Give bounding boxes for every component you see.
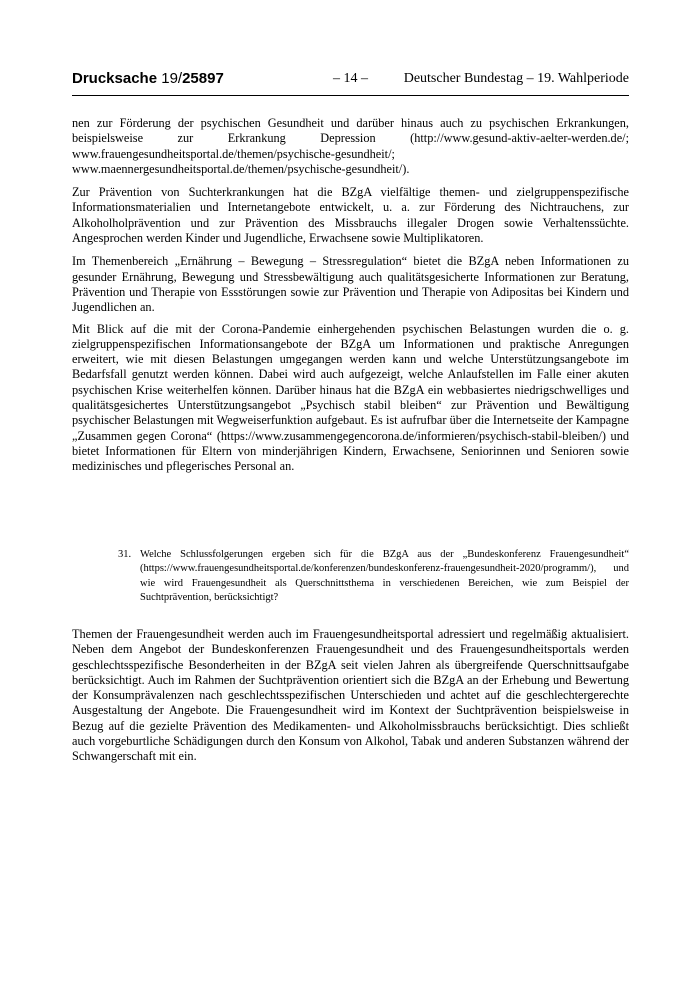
question-text: Welche Schlussfolgerungen ergeben sich für die BZgA aus der „Bundeskonferenz Frauengesundheit“ (https://www.frauengesundheitsportal.de/konferenzen/bundeskonferenz-frauengesundheit-2020/programm/), und wie wird Frauengesundheit als Querschnittsthema in verschiedenen Bereichen, wie zum Beispiel der Suchtprävention, berücksichtigt? bbox=[140, 549, 629, 603]
answer-paragraph: Themen der Frauengesundheit werden auch im Frauengesundheitsportal adressiert und regelmäßig aktualisiert. Neben dem Angebot der Bundeskonferenzen Frauengesundheit und des Frauengesundheitsportals werden geschlechtsspezifische Besonderheiten in der BZgA seit vielen Jahren als übergreifende Querschnittsaufgabe berücksichtigt. Auch im Rahmen der Suchtprävention orientiert sich die BZgA an der Erhebung und Bewertung der Konsumprävalenzen nach geschlechtsspezifischen Unterschieden und achtet auf die geschlechtergerechte Ausgestaltung der Angebote. Die Frauengesundheit wird im Kontext der Suchtprävention beispielsweise in Bezug auf die gezielte Prävention des Medikamenten- und Alkoholmissbrauchs berücksichtigt. Dies schließt auch vorgeburtliche Schädigungen durch den Konsum von Alkohol, Tabak und anderen Substanzen während der Schwangerschaft mit ein. bbox=[72, 627, 629, 764]
answer-block bbox=[72, 627, 629, 765]
publisher-label: Deutscher Bundestag – 19. Wahlperiode bbox=[403, 71, 629, 86]
header-divider bbox=[72, 95, 629, 96]
question-block bbox=[118, 548, 629, 605]
question-number: 31. bbox=[118, 549, 132, 560]
page-number: – 14 – bbox=[333, 71, 368, 86]
body-text bbox=[72, 116, 629, 483]
paragraph: Im Themenbereich „Ernährung – Bewegung – Stressregulation“ bietet die BZgA neben Informationen zu gesunder Ernährung, Bewegung und Stressbewältigung auch qualitätsgesicherte Informationen zur Beratung, Prävention und Therapie von Essstörungen sowie zur Prävention und Therapie von Adipositas bei Kindern und Jugendlichen an. bbox=[72, 254, 629, 315]
document-id: Drucksache 19/25897 bbox=[72, 70, 224, 87]
page-header bbox=[72, 70, 629, 92]
paragraph: nen zur Förderung der psychischen Gesundheit und darüber hinaus auch zu psychischen Erkrankungen, beispielsweise zur Erkrankung Depression (http://www.gesund-aktiv-aelter-werden.de/; www.frauengesundheitsportal.de/themen/psychische-gesundheit/; www.maennergesundheitsportal.de/themen/psychische-gesundheit/). bbox=[72, 116, 629, 176]
paragraph: Zur Prävention von Suchterkrankungen hat die BZgA vielfältige themen- und zielgruppenspezifische Informationsmaterialien und Internetangebote entwickelt, u. a. zur Förderung des Nichtrauchens, zur Alkoholholprävention und zur Prävention des Missbrauchs illegaler Drogen sowie Verhaltenssüchte. Angesprochen werden Kinder und Jugendliche, Erwachsene sowie Multiplikatoren. bbox=[72, 185, 629, 246]
paragraph: Mit Blick auf die mit der Corona-Pandemie einhergehenden psychischen Belastungen wurden die o. g. zielgruppenspezifischen Informationsangebote der BZgA um Informationen und praktische Anregungen erweitert, wie mit diesen Belastungen umgegangen werden kann und welche Unterstützungsangebote im Bedarfsfall genutzt werden können. Dabei wird auch aufgezeigt, welche Anlaufstellen im Falle einer akuten psychischen Krise weiterhelfen können. Darüber hinaus hat die BZgA ein webbasiertes niedrigschwelliges und qualitätsgesichertes Unterstützungsangebot „Psychisch stabil bleiben“ zur Prävention und Bewältigung psychischer Belastungen mit Wegweiserfunktion aufgebaut. Es ist aufrufbar über die Internetseite der Kampagne „Zusammen gegen Corona“ (https://www.zusammengegencorona.de/informieren/psychisch-stabil-bleiben/) und bietet Informationen für Eltern von minderjährigen Kindern, Erwachsene, Seniorinnen und Senioren sowie medizinisches und pflegerisches Personal an. bbox=[72, 321, 629, 474]
